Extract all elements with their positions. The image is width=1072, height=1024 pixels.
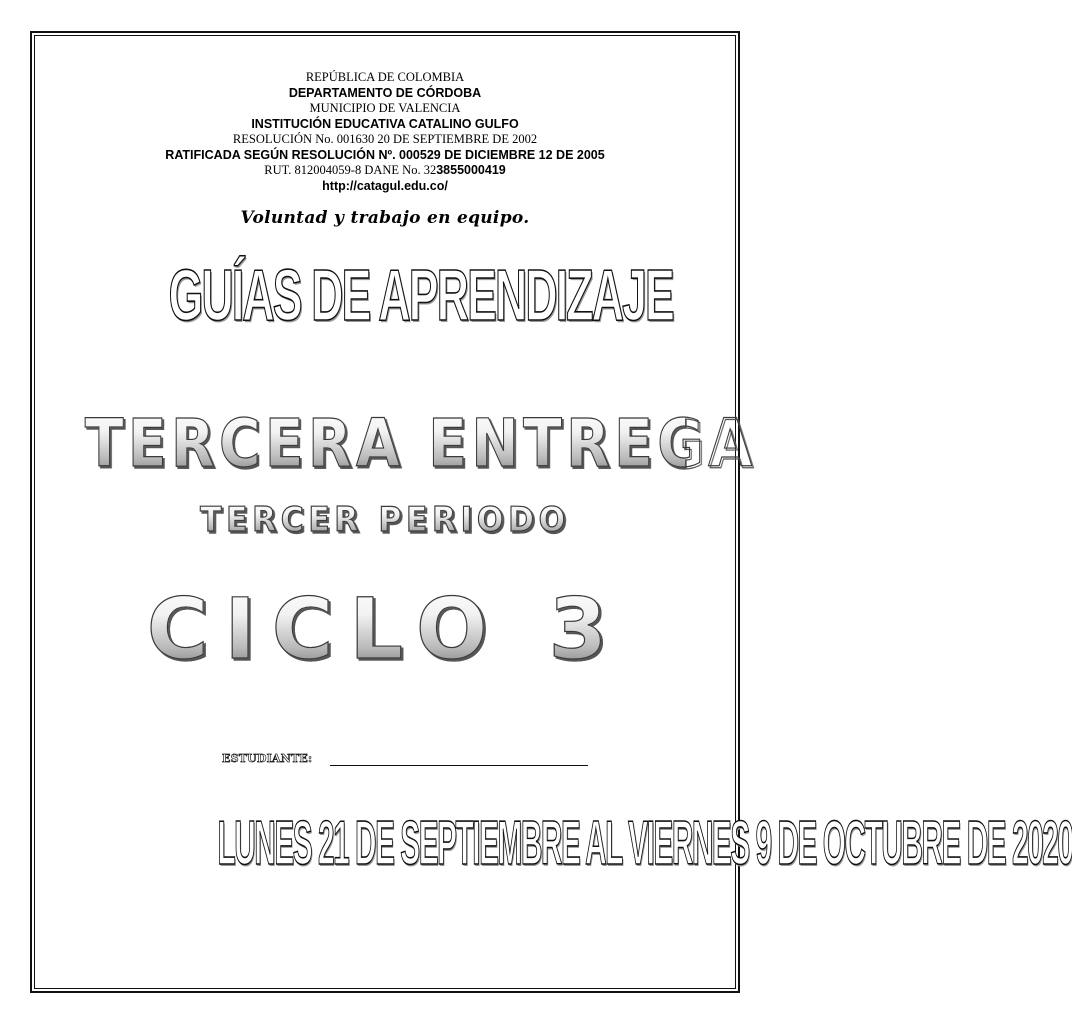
- period-title: TERCER PERIODO: [64, 500, 706, 540]
- student-label: ESTUDIANTE:: [222, 752, 313, 765]
- institution-name: INSTITUCIÓN EDUCATIVA CATALINO GULFO: [251, 116, 519, 131]
- institution-header: [36, 70, 734, 194]
- cycle-title: CICLO 3: [36, 580, 734, 678]
- student-field: [222, 752, 592, 770]
- rut-dane-line: [36, 163, 734, 179]
- department-line: DEPARTAMENTO DE CÓRDOBA: [288, 85, 482, 100]
- student-name-line[interactable]: [330, 765, 588, 766]
- country-line: REPÚBLICA DE COLOMBIA: [305, 70, 465, 84]
- rut-dane-label: RUT. 812004059-8 DANE No. 32: [264, 163, 437, 177]
- motto: Voluntad y trabajo en equipo.: [240, 208, 530, 228]
- municipality-line: MUNICIPIO DE VALENCIA: [309, 101, 461, 115]
- dane-number: 3855000419: [436, 163, 506, 177]
- main-title: GUÍAS DE APRENDIZAJE: [168, 256, 673, 336]
- ratification-line: RATIFICADA SEGÚN RESOLUCIÓN Nº. 000529 DE DICIEMBRE 12 DE 2005: [165, 147, 605, 162]
- date-range: LUNES 21 DE SEPTIEMBRE AL VIERNES 9 DE OCTUBRE DE 2020: [217, 809, 1072, 878]
- delivery-title: TERCERA ENTREGA: [84, 405, 757, 482]
- website-link[interactable]: http://catagul.edu.co/: [322, 178, 448, 193]
- resolution-line: RESOLUCIÓN No. 001630 20 DE SEPTIEMBRE DE 2002: [232, 132, 538, 146]
